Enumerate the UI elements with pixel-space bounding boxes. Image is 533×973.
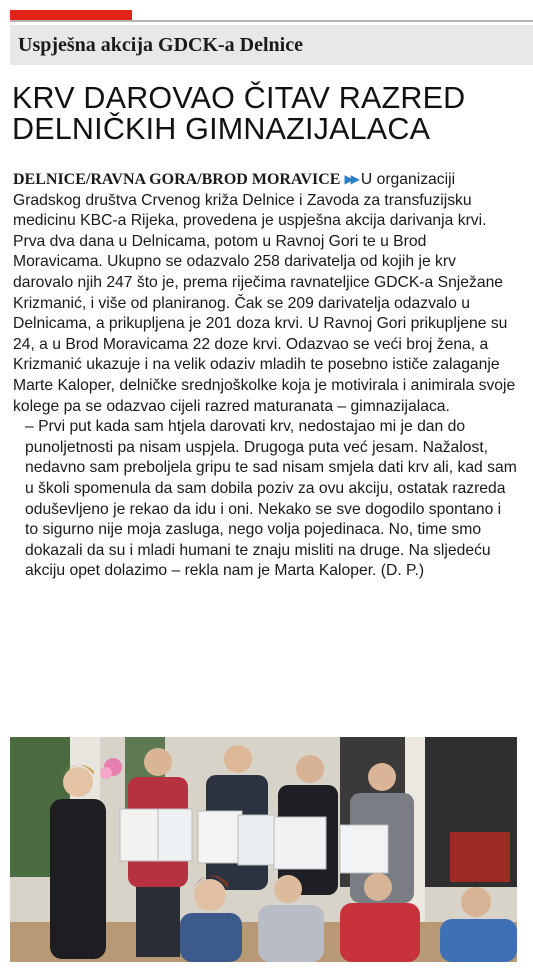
paragraph-1-text: U organizaciji Gradskog društva Crvenog križa Delnice i Zavoda za transfuzijsku medicinu KBC-a Rijeka, provedena je uspješna akcija darivanja krvi. Prva dva dana u Delnicama, potom u Ravnoj Gori te u Brod Moravicama. Ukupno se odazvalo 258 darivatelja od kojih je krv darovalo njih 247 što je, prema riječima ravnateljice GDCK-a Snježane Krizmanić, i više od planiranog. Čak se 209 darivatelja odazvalo u Delnicama, a prikupljena je 201 doza krvi. U Ravnoj Gori prikupljene su 24, a u Brod Moravicama 22 doze krvi. Odazvao se veći broj žena, a Krizmanić ukazuje i na velik odaziv mladih te posebno ističe zalaganje Marte Kaloper, delničke srednjoškolke koja je motivirala i animirala svoje kolege pa se odazvao cijeli razred maturanata – gimnazijalaca. xyxy=(13,171,516,415)
headline-line-2: DELNIČKIH GIMNAZIJALACA xyxy=(12,112,431,146)
double-chevron-right-icon: ▶▶ xyxy=(344,172,357,186)
dateline: DELNICE/RAVNA GORA/BROD MORAVICE xyxy=(13,171,341,188)
article-photo xyxy=(10,737,517,962)
kicker-text: Uspješna akcija GDCK-a Delnice xyxy=(18,33,303,56)
article-body xyxy=(13,170,518,582)
group-photo-illustration xyxy=(10,737,517,962)
headline-line-1: KRV DAROVAO ČITAV RAZRED xyxy=(12,81,466,115)
section-accent-bar xyxy=(10,10,132,20)
kicker-bar xyxy=(10,25,533,65)
article-paragraph-1 xyxy=(13,170,518,417)
top-divider xyxy=(10,20,533,22)
paragraph-2-text: – Prvi put kada sam htjela darovati krv, nedostajao mi je dan do punoljetnosti pa nisam uspjela. Drugoga puta već jesam. Nažalost, nedavno sam preboljela gripu te sad nisam smjela dati krv ali, kad sam u školi spomenula da sam dobila poziv za ovu akciju, ostatak razreda oduševljeno je rekao da idu i oni. Nekako se sve dogodilo spontano i to sigurno nije moja zasluga, nego volja pojedinaca. No, time smo dokazali da su i mladi humani te znaju misliti na druge. Na sljedeću akciju opet dolazimo – rekla nam je Marta Kaloper. (D. P.) xyxy=(25,418,517,580)
article-paragraph-2 xyxy=(13,417,518,582)
headline xyxy=(12,83,527,145)
